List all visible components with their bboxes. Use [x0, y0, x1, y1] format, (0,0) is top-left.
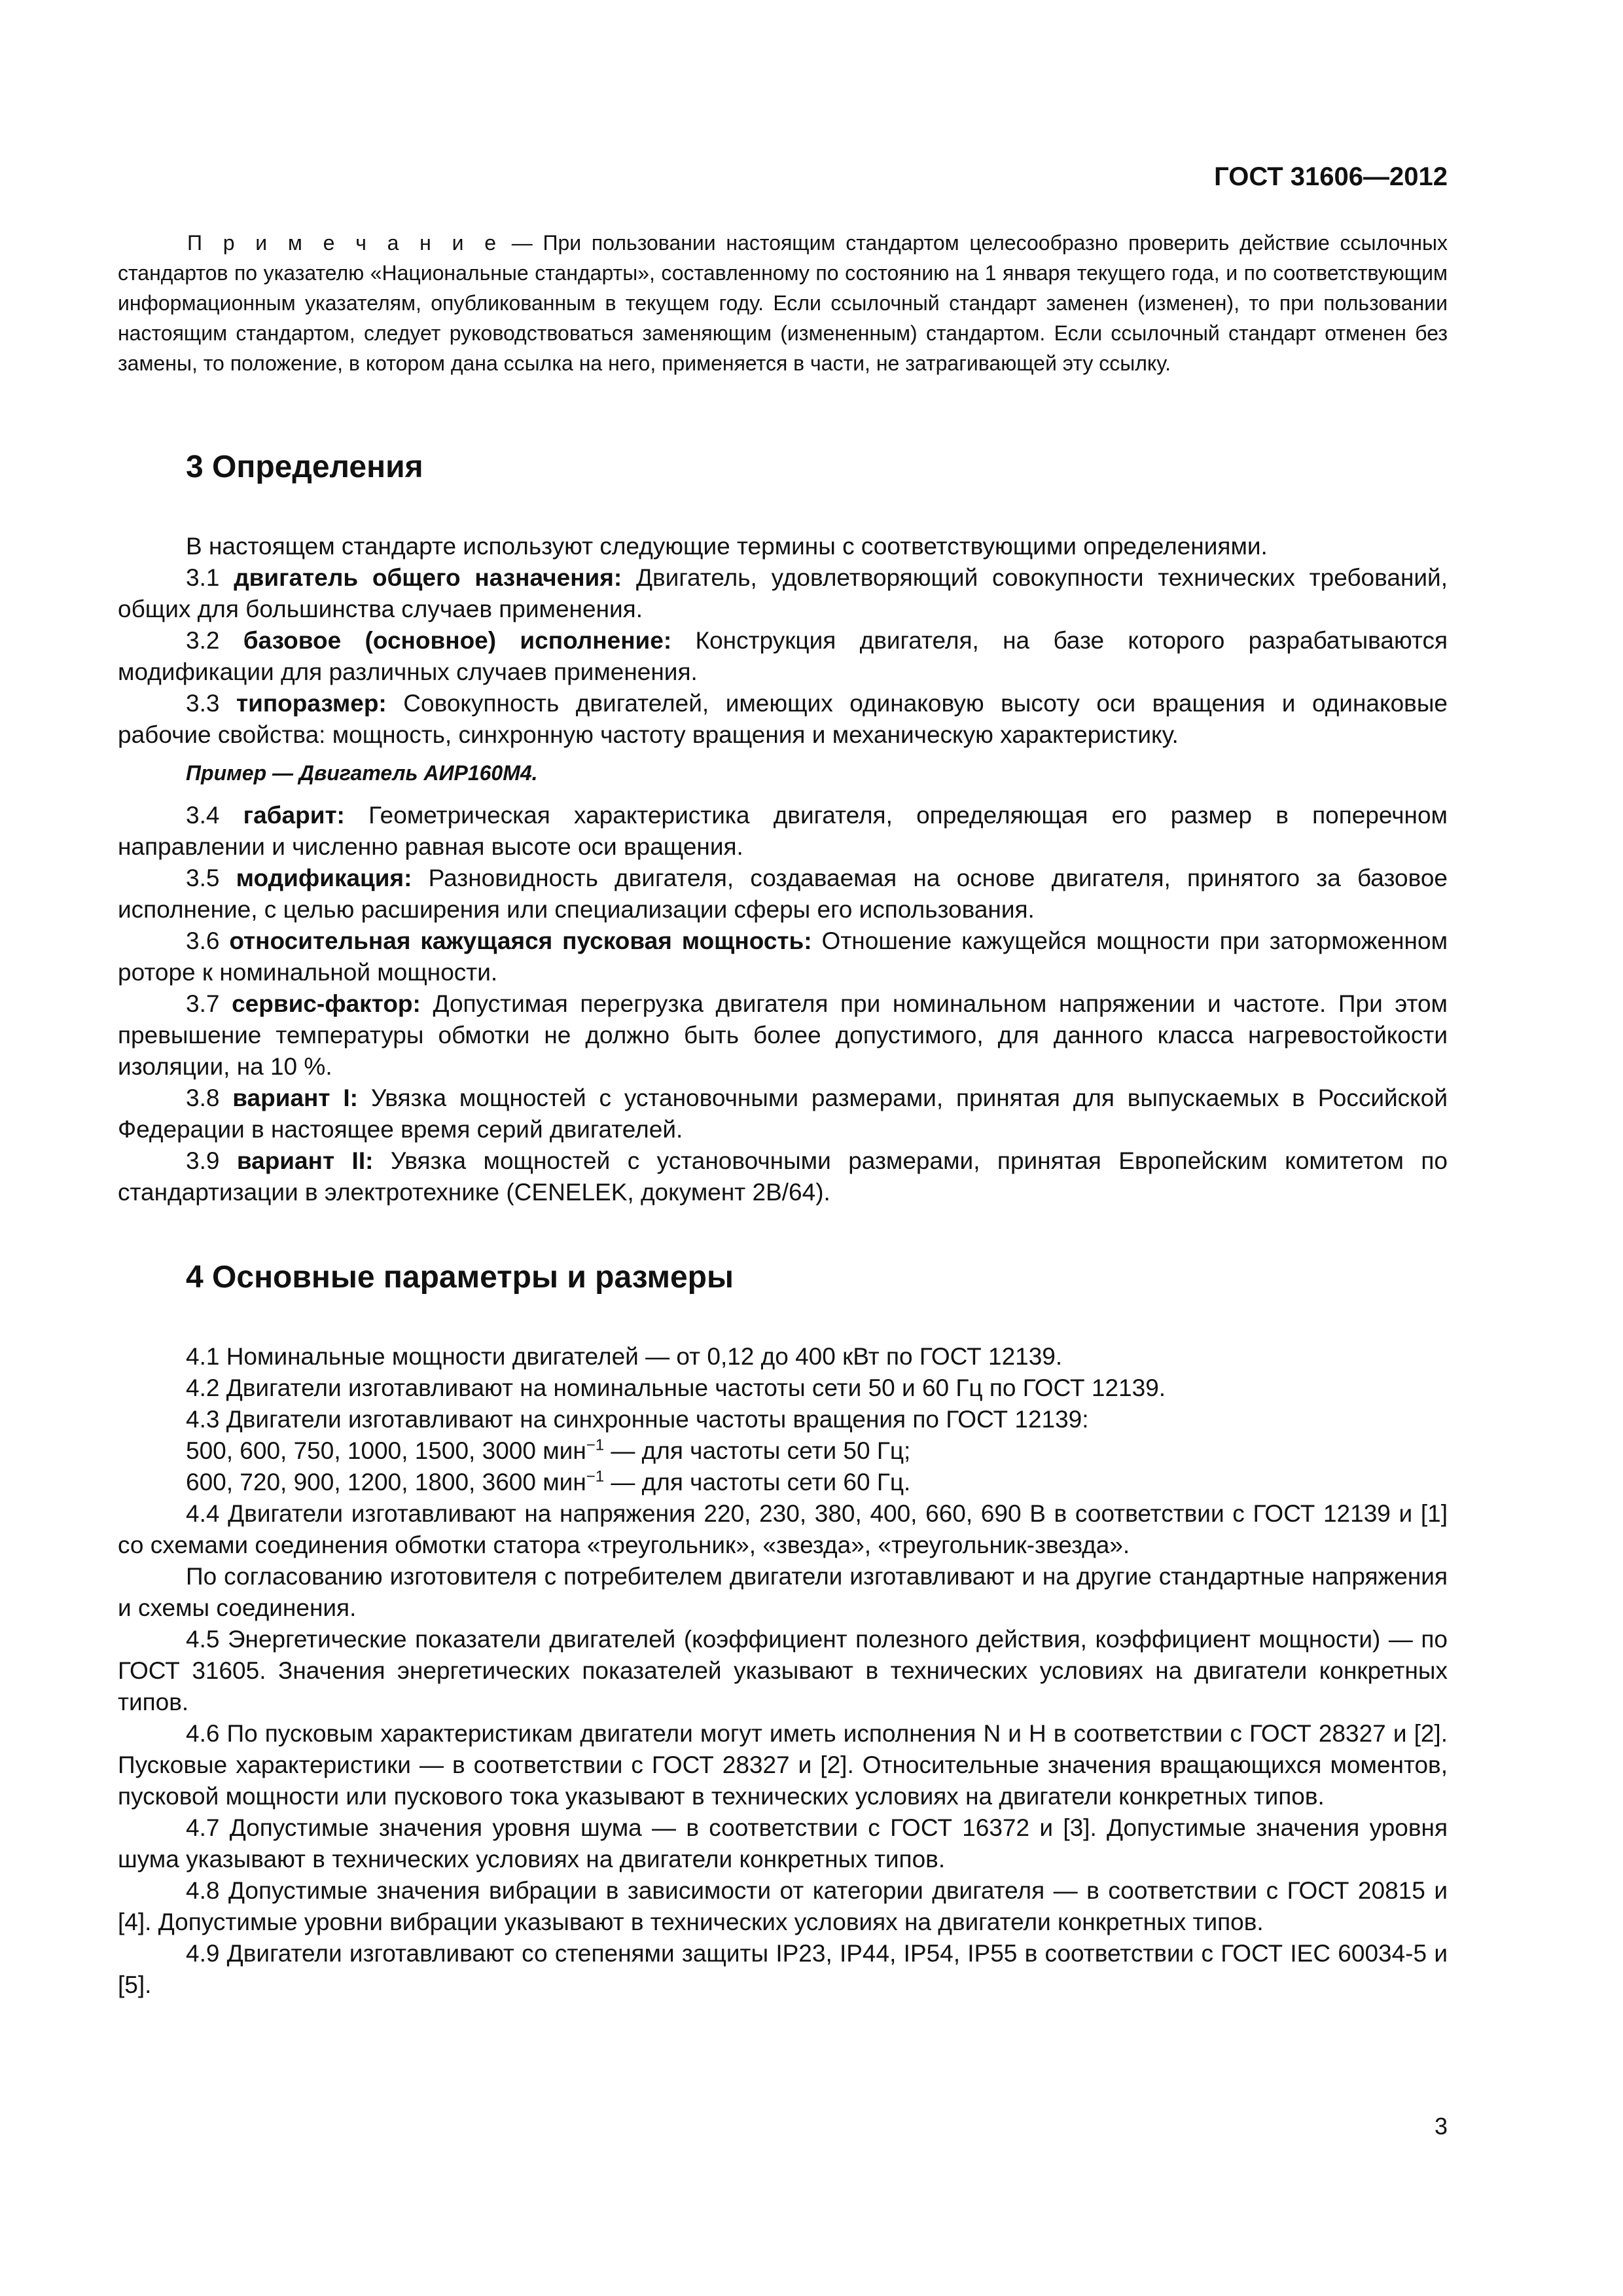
section-3 [118, 449, 1448, 1208]
definition-term: габарит: [243, 802, 345, 829]
frequency-50hz-suffix: — для частоты сети 50 Гц; [604, 1437, 911, 1464]
frequency-60hz-values: 600, 720, 900, 1200, 1800, 3600 мин [186, 1469, 586, 1496]
definition-number: 3.6 [186, 927, 230, 954]
definition-term: базовое (основное) исполнение: [243, 627, 672, 654]
definition-number: 3.3 [186, 690, 236, 717]
definition-text: Двигатель, удовлетворяющий совокупности технических требований, общих для большинства случаев применения. [118, 564, 1448, 622]
page-number: 3 [1434, 2113, 1448, 2140]
definition-3-9 [118, 1145, 1448, 1208]
definition-text: Отношение кажущейся мощности при заторможенном роторе к номинальной мощности. [118, 927, 1448, 986]
note-paragraph [118, 228, 1448, 378]
definition-term: двигатель общего назначения: [234, 564, 622, 591]
paragraph-4-7: 4.7 Допустимые значения уровня шума — в соответствии с ГОСТ 16372 и [3]. Допустимые значения уровня шума указывают в технических условиях на двигатели конкретных типов. [118, 1814, 1448, 1873]
definition-text: Совокупность двигателей, имеющих одинаковую высоту оси вращения и одинаковые рабочие свойства: мощность, синхронную частоту вращения и механическую характеристику. [118, 690, 1448, 748]
definition-3-6 [118, 925, 1448, 988]
definition-text: Геометрическая характеристика двигателя, определяющая его размер в поперечном направлении и численно равная высоте оси вращения. [118, 802, 1448, 860]
document-number: ГОСТ 31606—2012 [1214, 162, 1448, 191]
definition-term: вариант I: [232, 1085, 358, 1111]
definition-number: 3.9 [186, 1147, 237, 1174]
paragraph-4-8: 4.8 Допустимые значения вибрации в зависимости от категории двигателя — в соответствии с ГОСТ 20815 и [4]. Допустимые уровни вибрации указывают в технических условиях на двигатели конкретных типов. [118, 1877, 1448, 1935]
example-note: Пример — Двигатель АИР160М4. [186, 761, 538, 785]
paragraph-4-1: 4.1 Номинальные мощности двигателей — от 0,12 до 400 кВт по ГОСТ 12139. [186, 1343, 1063, 1370]
frequency-60hz-suffix: — для частоты сети 60 Гц. [604, 1469, 911, 1496]
definition-text: Конструкция двигателя, на базе которого разрабатываются модификации для различных случаев применения. [118, 627, 1448, 685]
note-text: — При пользовании настоящим стандартом целесообразно проверить действие ссылочных стандартов по указателю «Национальные стандарты», составленному по состоянию на 1 января текущего года, и по соответствующим информационным указателям, опубликованным в текущем году. Если ссылочный стандарт заменен (изменен), то при пользовании настоящим стандартом, следует руководствоваться заменяющим (измененным) стандартом. Если ссылочный стандарт отменен без замены, то положение, в котором дана ссылка на него, применяется в части, не затрагивающей эту ссылку. [118, 231, 1448, 375]
definition-3-2 [118, 625, 1448, 688]
definition-number: 3.7 [186, 990, 232, 1017]
paragraph-4-4: 4.4 Двигатели изготавливают на напряжения 220, 230, 380, 400, 660, 690 В в соответствии с ГОСТ 12139 и [1] со схемами соединения обмотки статора «треугольник», «звезда», «треугольник-звезда». [118, 1500, 1448, 1558]
definition-3-5 [118, 863, 1448, 925]
definition-3-3 [118, 688, 1448, 751]
definition-number: 3.4 [186, 802, 243, 829]
paragraph-4-4-continuation: По согласованию изготовителя с потребителем двигатели изготавливают и на другие стандартные напряжения и схемы соединения. [118, 1563, 1448, 1621]
paragraph-4-9: 4.9 Двигатели изготавливают со степенями защиты IP23, IP44, IP54, IP55 в соответствии с ГОСТ IEC 60034-5 и [5]. [118, 1940, 1448, 1998]
definition-3-1 [118, 562, 1448, 625]
section-4-title: 4 Основные параметры и размеры [186, 1260, 734, 1295]
paragraph-4-5: 4.5 Энергетические показатели двигателей (коэффициент полезного действия, коэффициент мощности) — по ГОСТ 31605. Значения энергетических показателей указывают в технических условиях на двигатели конкретных типов. [118, 1626, 1448, 1715]
definition-number: 3.5 [186, 865, 236, 891]
definition-term: относительная кажущаяся пусковая мощность: [229, 927, 812, 954]
frequency-60hz-line [118, 1467, 1448, 1498]
definition-3-4 [118, 800, 1448, 863]
paragraph-4-6: 4.6 По пусковым характеристикам двигатели могут иметь исполнения N и Н в соответствии с ГОСТ 28327 и [2]. Пусковые характеристики — в соответствии с ГОСТ 28327 и [2]. Относительные значения вращающихся моментов, пусковой мощности или пускового тока указывают в технических условиях на двигатели конкретных типов. [118, 1720, 1448, 1810]
definition-term: вариант II: [236, 1147, 374, 1174]
definition-number: 3.2 [186, 627, 243, 654]
definition-text: Допустимая перегрузка двигателя при номинальном напряжении и частоте. При этом превышение температуры обмотки не должно быть более допустимого, для данного класса нагревостойкости изоляции, на 10 %. [118, 990, 1448, 1080]
frequency-50hz-line [118, 1435, 1448, 1467]
section-4 [118, 1259, 1448, 2001]
paragraph-4-3: 4.3 Двигатели изготавливают на синхронные частоты вращения по ГОСТ 12139: [186, 1406, 1089, 1433]
definition-number: 3.1 [186, 564, 234, 591]
definition-3-8 [118, 1083, 1448, 1145]
definition-text: Увязка мощностей с установочными размерами, принятая для выпускаемых в Российской Федерации в настоящее время серий двигателей. [118, 1085, 1448, 1143]
definition-text: Увязка мощностей с установочными размерами, принятая Европейским комитетом по стандартизации в электротехнике (CENELEK, документ 2В/64). [118, 1147, 1448, 1206]
section-3-intro: В настоящем стандарте используют следующие термины с соответствующими определениями. [186, 533, 1268, 560]
unit-exponent: −1 [586, 1436, 605, 1454]
definition-number: 3.8 [186, 1085, 233, 1111]
definition-text: Разновидность двигателя, создаваемая на основе двигателя, принятого за базовое исполнение, с целью расширения или специализации сферы его использования. [118, 865, 1448, 923]
paragraph-4-2: 4.2 Двигатели изготавливают на номинальные частоты сети 50 и 60 Гц по ГОСТ 12139. [186, 1374, 1166, 1401]
definition-term: сервис-фактор: [232, 990, 421, 1017]
frequency-50hz-values: 500, 600, 750, 1000, 1500, 3000 мин [186, 1437, 586, 1464]
definition-3-7 [118, 988, 1448, 1083]
note-label: П р и м е ч а н и е [187, 231, 502, 255]
section-3-title: 3 Определения [186, 450, 423, 484]
definition-term: типоразмер: [236, 690, 387, 717]
definition-term: модификация: [236, 865, 412, 891]
unit-exponent: −1 [586, 1467, 605, 1486]
